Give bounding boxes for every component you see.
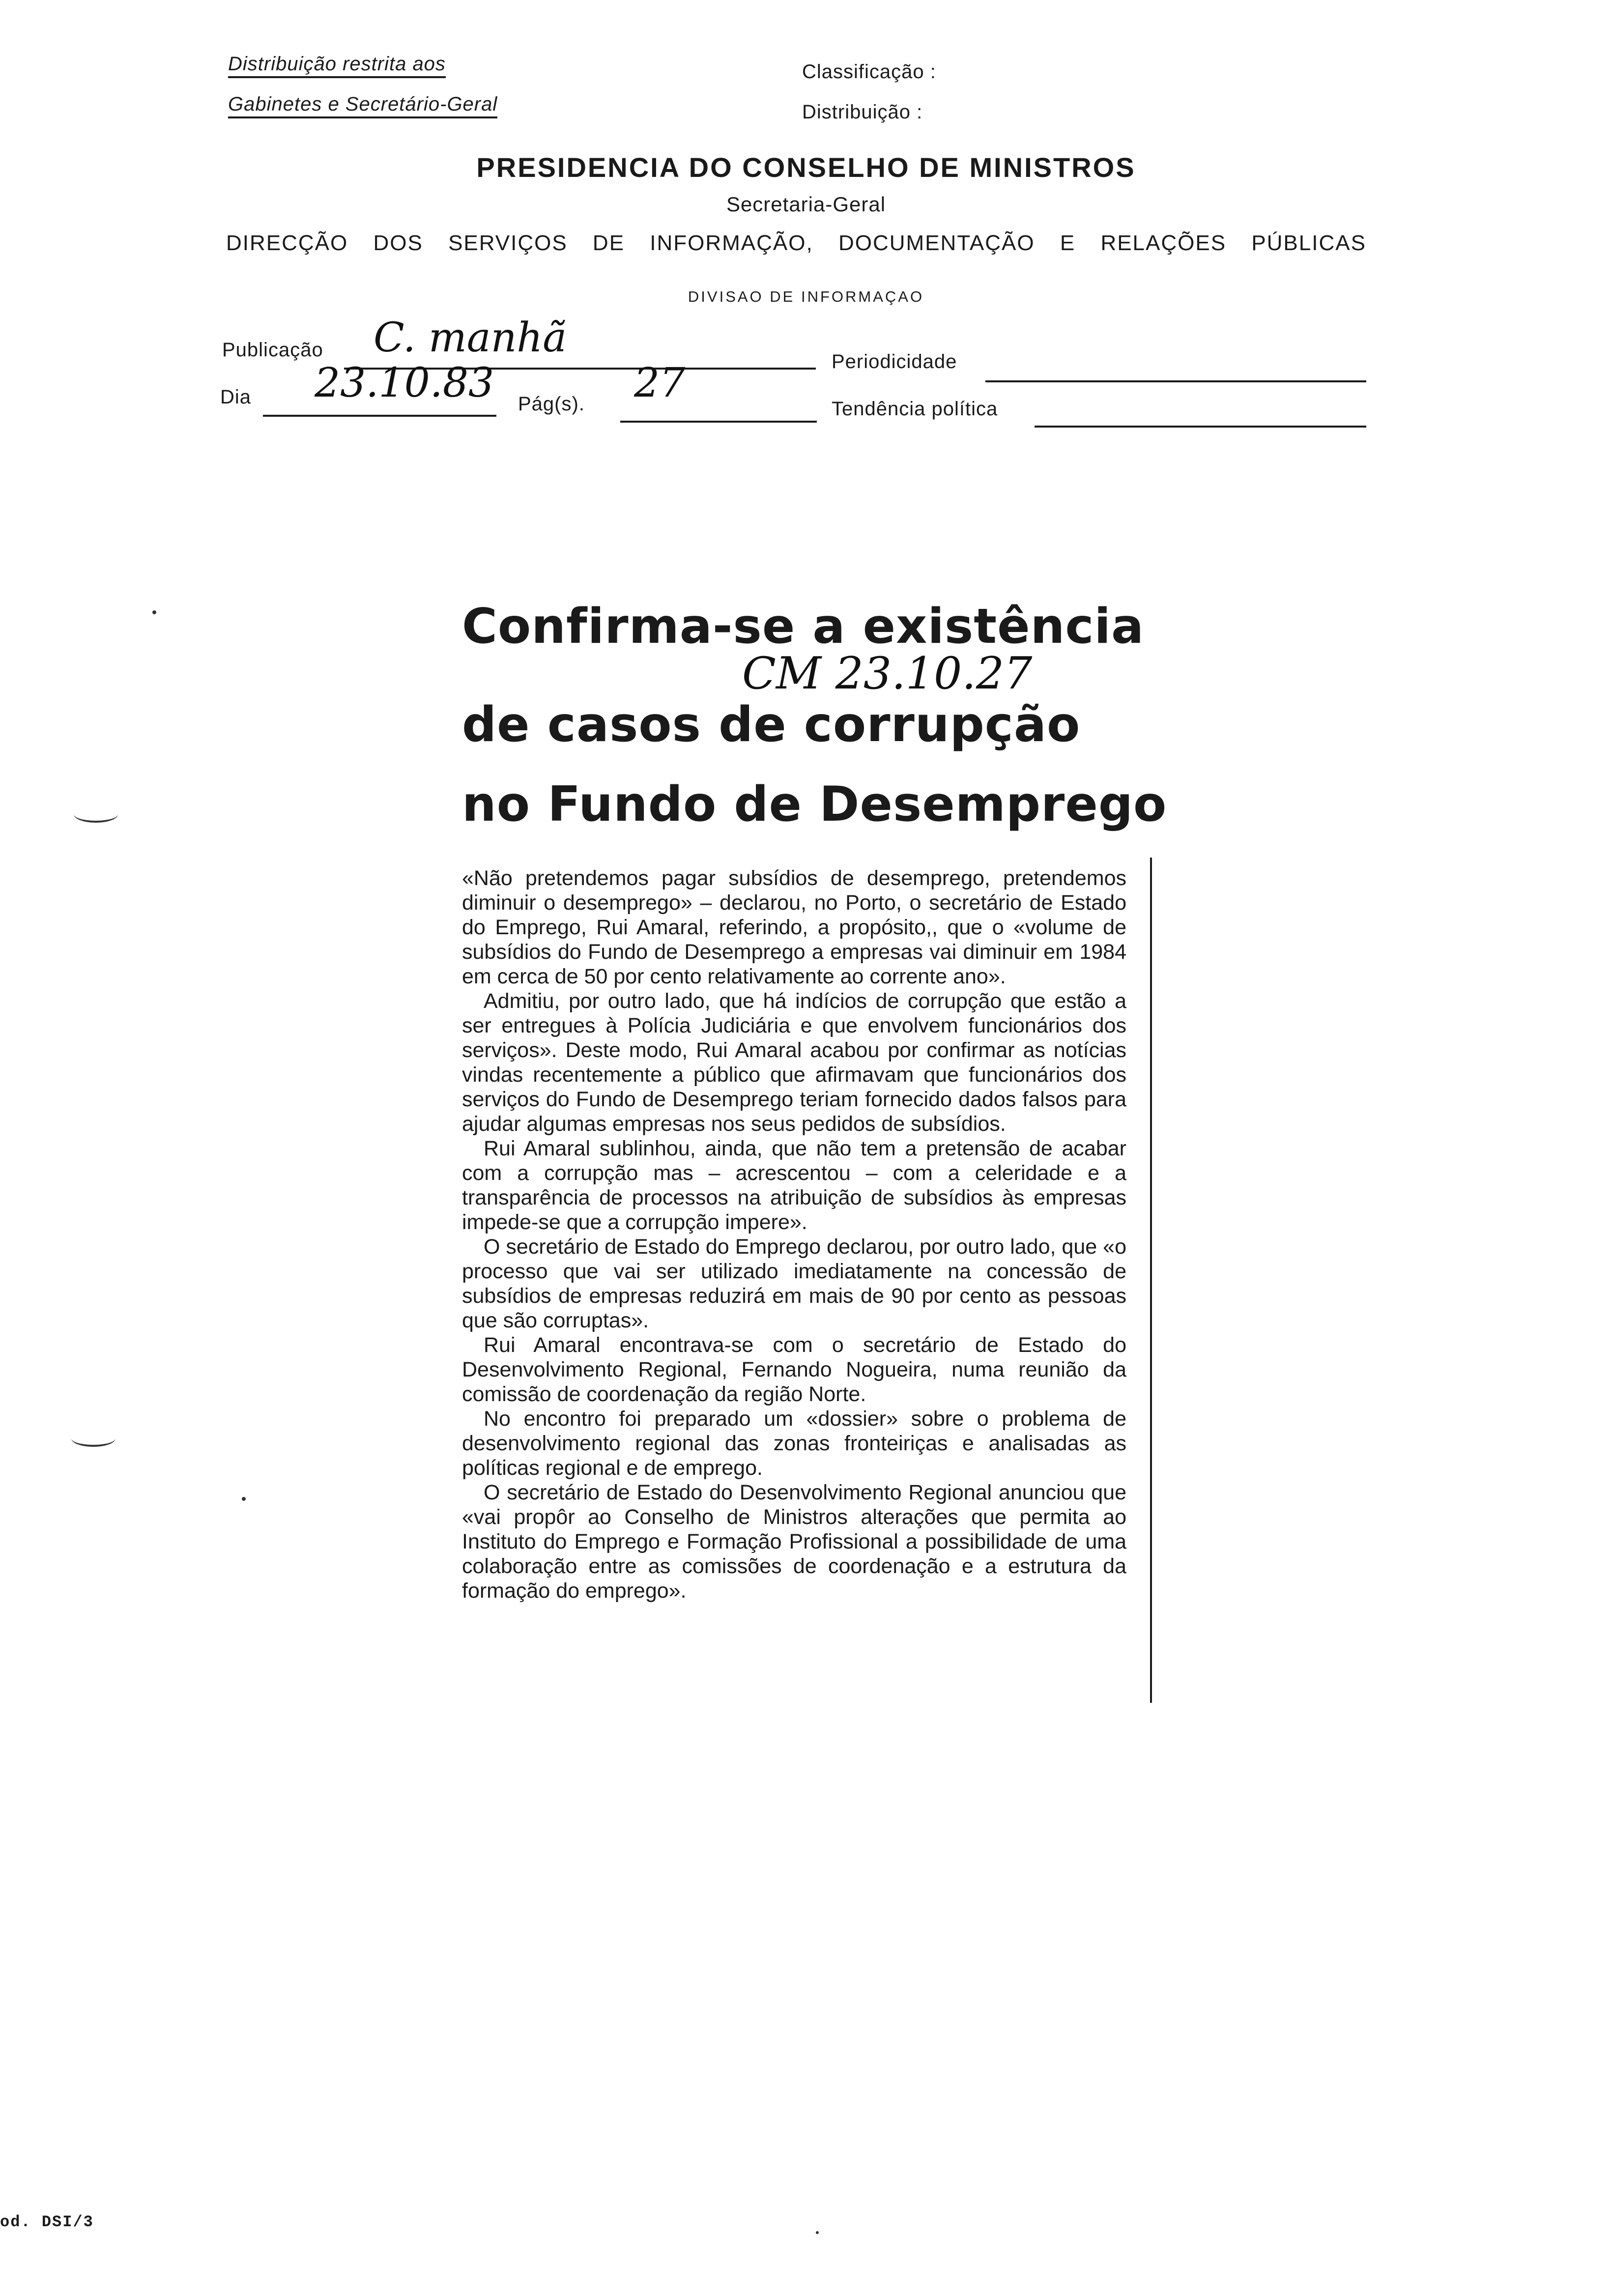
- direccao-word: E: [1060, 231, 1076, 255]
- headline-line1: Confirma-se a existência: [462, 599, 1145, 655]
- article-paragraph: O secretário de Estado do Emprego declarou, por outro lado, que «o processo que vai ser utilizado imediatamente na concessão de subsídios de empresas reduzirá em mais de 90 por cento as pessoas que são corruptas».: [462, 1235, 1126, 1332]
- dia-handwritten-value: 23.10.83: [315, 360, 494, 406]
- tendencia-politica-label: Tendência política: [832, 398, 998, 420]
- secretaria-geral: Secretaria-Geral: [726, 193, 886, 216]
- divisao-label: DIVISAO DE INFORMAÇAO: [688, 288, 924, 305]
- direccao-word: DOS: [373, 231, 423, 255]
- periodicidade-underline: [985, 378, 1366, 382]
- scan-speck: [816, 2231, 819, 2234]
- headline-line3: no Fundo de Desemprego: [462, 776, 1167, 832]
- pags-label: Pág(s).: [518, 393, 585, 415]
- direccao-word: INFORMAÇÃO,: [650, 231, 813, 255]
- article-paragraph: Rui Amaral encontrava-se com o secretário de Estado do Desenvolvimento Regional, Fernando Nogueira, numa reunião da comissão de coordenação da região Norte.: [462, 1333, 1126, 1406]
- article-body: [462, 866, 1126, 1603]
- tendencia-underline: [1035, 424, 1366, 428]
- direccao-word: SERVIÇOS: [448, 231, 568, 255]
- article-paragraph: Rui Amaral sublinhou, ainda, que não tem a pretensão de acabar com a corrupção mas – acrescentou – com a celeridade e a transparência de processos na atribuição de subsídios às empresas impede-se que a corrupção impere».: [462, 1137, 1126, 1234]
- publicacao-handwritten-value: C. manhã: [374, 315, 567, 361]
- classificacao-label: Classificação :: [802, 61, 936, 83]
- direccao-word: DIRECÇÃO: [226, 231, 348, 255]
- restriction-notice-line2: Gabinetes e Secretário-Geral: [228, 93, 497, 118]
- distribuicao-label: Distribuição :: [802, 101, 923, 123]
- scan-speck: [152, 610, 156, 614]
- presidency-title: PRESIDENCIA DO CONSELHO DE MINISTROS: [476, 152, 1136, 183]
- article-paragraph: No encontro foi preparado um «dossier» sobre o problema de desenvolvimento regional das zonas fronteiriças e analisadas as políticas regional e de emprego.: [462, 1407, 1126, 1480]
- form-code: od. DSI/3: [0, 2213, 94, 2231]
- article-paragraph: «Não pretendemos pagar subsídios de desemprego, pretendemos diminuir o desemprego» – declarou, no Porto, o secretário de Estado do Emprego, Rui Amaral, referindo, a propósito,, que o «volume de subsídios do Fundo de Desemprego a empresas vai diminuir em 1984 em cerca de 50 por cento relativamente ao corrente ano».: [462, 866, 1126, 988]
- handwritten-annotation: CM 23.10.27: [742, 648, 1033, 699]
- dia-underline: [263, 413, 496, 417]
- headline-line2: de casos de corrupção: [462, 697, 1081, 753]
- punch-hole-mark: [71, 1430, 115, 1447]
- article-paragraph: Admitiu, por outro lado, que há indícios de corrupção que estão a ser entregues à Polícia Judiciária e que envolvem funcionários dos serviços». Deste modo, Rui Amaral acabou por confirmar as notícias vindas recentemente a público que afirmavam que funcionários dos serviços do Fundo de Desemprego teriam fornecido dados falsos para ajudar algumas empresas nos seus pedidos de subsídios.: [462, 989, 1126, 1136]
- punch-hole-mark: [74, 806, 118, 823]
- direccao-word: RELAÇÕES: [1100, 231, 1227, 255]
- direccao-word: DE: [592, 231, 625, 255]
- direccao-word: PÚBLICAS: [1251, 231, 1366, 255]
- article-paragraph: O secretário de Estado do Desenvolvimento Regional anunciou que «vai propôr ao Conselho de Ministros alterações que permita ao Instituto do Emprego e Formação Profissional a possibilidade de uma colaboração entre as comissões de coordenação e a estrutura da formação do emprego».: [462, 1481, 1126, 1603]
- scan-speck: [242, 1497, 246, 1501]
- restriction-notice-line1: Distribuição restrita aos: [228, 53, 446, 78]
- column-rule: [1150, 858, 1152, 1703]
- publicacao-label: Publicação: [222, 339, 323, 361]
- dia-label: Dia: [220, 386, 252, 408]
- pags-underline: [620, 419, 817, 423]
- pags-handwritten-value: 27: [634, 360, 686, 406]
- direccao-line: [226, 231, 1366, 256]
- periodicidade-label: Periodicidade: [832, 351, 957, 373]
- direccao-word: DOCUMENTAÇÃO: [838, 231, 1035, 255]
